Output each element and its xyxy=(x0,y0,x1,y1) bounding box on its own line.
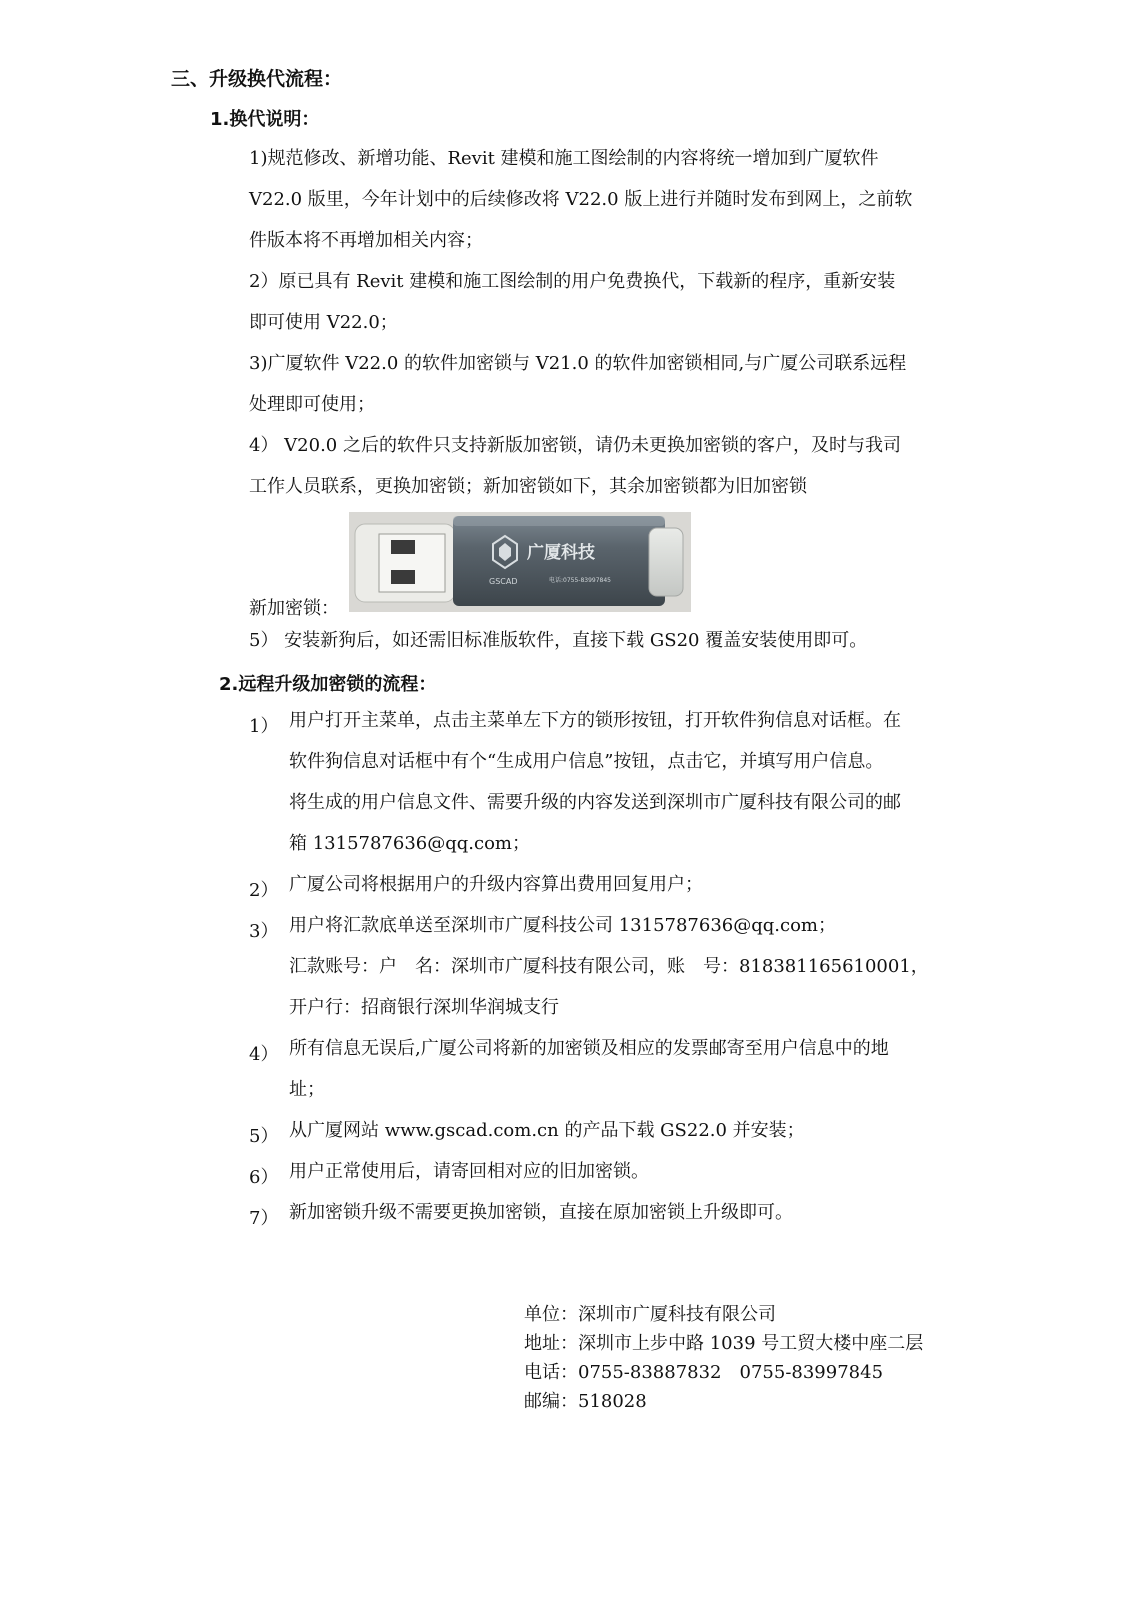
text-line: 3)广厦软件 V22.0 的软件加密锁与 V21.0 的软件加密锁相同,与广厦公司联系远程 xyxy=(249,353,907,374)
part1-paragraph-2 xyxy=(249,261,895,343)
text-line: 用户将汇款底单送至深圳市广厦科技公司 1315787636@qq.com； xyxy=(289,915,836,936)
company-phone: 电话：0755-83887832 0755-83997845 xyxy=(524,1362,884,1383)
text-line: 开户行：招商银行深圳华润城支行 xyxy=(289,997,559,1018)
list-item xyxy=(289,1110,805,1151)
part1-paragraph-4 xyxy=(249,425,901,507)
text-line: 软件狗信息对话框中有个“生成用户信息”按钮，点击它，并填写用户信息。 xyxy=(289,751,884,772)
list-item-number: 7） xyxy=(249,1208,279,1229)
list-item-number: 6） xyxy=(249,1167,279,1188)
part1-paragraph-5: 5） 安装新狗后，如还需旧标准版软件，直接下载 GS20 覆盖安装使用即可。 xyxy=(249,630,868,651)
list-item xyxy=(289,1151,649,1192)
text-line: 2）原已具有 Revit 建模和施工图绘制的用户免费换代，下载新的程序，重新安装 xyxy=(249,271,896,292)
text-line: 1)规范修改、新增功能、Revit 建模和施工图绘制的内容将统一增加到广厦软件 xyxy=(249,148,879,169)
text-line: 从广厦网站 www.gscad.com.cn 的产品下载 GS22.0 并安装； xyxy=(289,1120,805,1141)
list-item-number: 4） xyxy=(249,1044,279,1065)
text-line: 用户正常使用后，请寄回相对应的旧加密锁。 xyxy=(289,1161,649,1182)
list-item xyxy=(289,905,929,1028)
text-line: 即可使用 V22.0； xyxy=(249,312,398,333)
contact-block xyxy=(524,1300,923,1416)
text-line: 址； xyxy=(289,1079,325,1100)
text-line: 将生成的用户信息文件、需要升级的内容发送到深圳市广厦科技有限公司的邮 xyxy=(289,792,901,813)
part2-heading: 2.远程升级加密锁的流程： xyxy=(219,674,437,695)
text-line: 所有信息无误后,广厦公司将新的加密锁及相应的发票邮寄至用户信息中的地 xyxy=(289,1038,889,1059)
list-item-number: 1） xyxy=(249,716,279,737)
usb-dongle-photo xyxy=(349,512,691,612)
text-line: 处理即可使用； xyxy=(249,394,375,415)
list-item xyxy=(289,864,703,905)
usb-brand-text: 广厦科技 xyxy=(527,543,595,563)
text-line: V22.0 版里，今年计划中的后续修改将 V22.0 版上进行并随时发布到网上，之前软 xyxy=(249,189,913,210)
text-line: 箱 1315787636@qq.com； xyxy=(289,833,530,854)
text-line: 件版本将不再增加相关内容； xyxy=(249,230,483,251)
text-line: 工作人员联系，更换加密锁；新加密锁如下，其余加密锁都为旧加密锁 xyxy=(249,476,807,497)
text-line: 新加密锁升级不需要更换加密锁，直接在原加密锁上升级即可。 xyxy=(289,1202,793,1223)
text-line: 4） V20.0 之后的软件只支持新版加密锁，请仍未更换加密锁的客户，及时与我司 xyxy=(249,435,901,456)
list-item xyxy=(289,1028,889,1110)
part1-paragraph-3 xyxy=(249,343,906,425)
part1-paragraph-1 xyxy=(249,138,912,261)
list-item-number: 3） xyxy=(249,921,279,942)
text-line: 用户打开主菜单，点击主菜单左下方的锁形按钮，打开软件狗信息对话框。在 xyxy=(289,710,901,731)
text-line: 汇款账号：户 名：深圳市广厦科技有限公司，账 号：818381165610001， xyxy=(289,956,929,977)
part1-heading: 1.换代说明： xyxy=(210,109,320,130)
section-title: 三、升级换代流程： xyxy=(171,68,343,90)
text-line: 广厦公司将根据用户的升级内容算出费用回复用户； xyxy=(289,874,703,895)
company-unit: 单位：深圳市广厦科技有限公司 xyxy=(524,1304,776,1325)
usb-image-label: 新加密锁： xyxy=(249,598,339,619)
list-item xyxy=(289,700,901,864)
company-address: 地址：深圳市上步中路 1039 号工贸大楼中座二层 xyxy=(524,1333,924,1354)
usb-phone-text: 电话:0755-83997845 xyxy=(549,577,611,584)
usb-logo-text: GSCAD xyxy=(489,577,518,586)
company-postcode: 邮编：518028 xyxy=(524,1391,647,1412)
list-item-number: 5） xyxy=(249,1126,279,1147)
list-item xyxy=(289,1192,793,1233)
list-item-number: 2） xyxy=(249,880,279,901)
